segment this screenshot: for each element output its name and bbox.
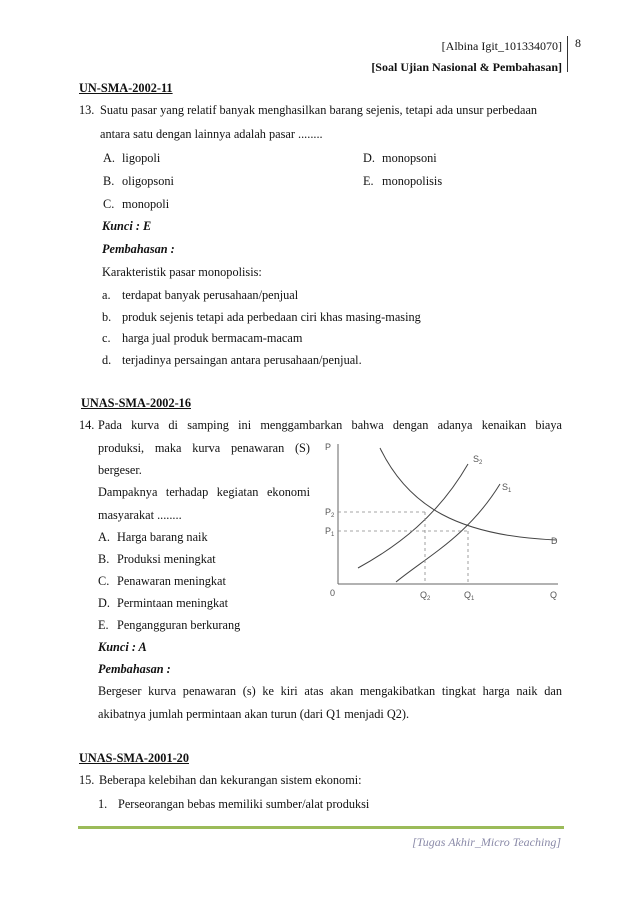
q13-option-e: monopolisis: [382, 174, 443, 188]
page-header: [371, 36, 562, 78]
q13-point-a-letter: a.: [102, 288, 111, 302]
q13-option-a: ligopoli: [122, 151, 161, 165]
q15-number: 15.: [79, 773, 95, 787]
q14-text-line2: produksi, maka kurva penawaran (S): [98, 441, 310, 455]
q14-option-a-letter: A.: [98, 530, 110, 544]
q13-point-c: harga jual produk bermacam-macam: [122, 331, 303, 345]
label-q: Q: [550, 590, 558, 600]
q14-discussion-line2: akibatnya jumlah permintaan akan turun (dari Q1 menjadi Q2).: [98, 707, 410, 721]
q14-text-line4: Dampaknya terhadap kegiatan ekonomi: [98, 485, 310, 499]
footer-divider: [78, 826, 564, 829]
header-divider: [567, 36, 568, 72]
q14-number: 14.: [79, 418, 95, 432]
q14-option-d: Permintaan meningkat: [117, 596, 228, 610]
q14-option-e-letter: E.: [98, 618, 109, 632]
q13-number: 13.: [79, 103, 95, 117]
q13-code: UN-SMA-2002-11: [79, 81, 173, 95]
q13-point-c-letter: c.: [102, 331, 111, 345]
page-number: 8: [575, 36, 581, 50]
q15-code: UNAS-SMA-2001-20: [79, 751, 189, 765]
demand-curve: [380, 448, 556, 540]
q13-option-b: oligopsoni: [122, 174, 174, 188]
supply-curve-s2: [358, 464, 468, 568]
label-s2: $S_2$: [473, 454, 483, 466]
q13-text-line2: antara satu dengan lainnya adalah pasar ........: [100, 127, 323, 141]
supply-curve-s1: [396, 484, 500, 582]
q14-text-line5: masyarakat ........: [98, 508, 182, 522]
footer-text: [Tugas Akhir_Micro Teaching]: [412, 835, 561, 849]
q13-option-c-letter: C.: [103, 197, 115, 211]
q15-item1-number: 1.: [98, 797, 108, 811]
q14-option-c: Penawaran meningkat: [117, 574, 226, 588]
q14-option-d-letter: D.: [98, 596, 110, 610]
q13-point-d-letter: d.: [102, 353, 112, 367]
q13-key: Kunci : E: [102, 219, 152, 233]
q13-option-e-letter: E.: [363, 174, 374, 188]
q14-discussion-label: Pembahasan :: [98, 662, 171, 676]
q14-text-line1: Pada kurva di samping ini menggambarkan bahwa dengan adanya kenaikan biaya: [98, 418, 562, 432]
supply-demand-graph: [318, 436, 568, 608]
q15-text: Beberapa kelebihan dan kekurangan sistem ekonomi:: [99, 773, 362, 787]
label-q2: $Q_2$: [420, 590, 431, 602]
header-title: [Soal Ujian Nasional & Pembahasan]: [371, 60, 562, 74]
q13-option-d-letter: D.: [363, 151, 375, 165]
q13-option-a-letter: A.: [103, 151, 115, 165]
q14-option-b: Produksi meningkat: [117, 552, 216, 566]
q15-item1-text: Perseorangan bebas memiliki sumber/alat produksi: [118, 797, 370, 811]
label-d: D: [551, 536, 558, 546]
label-p: P: [325, 442, 332, 452]
q13-option-c: monopoli: [122, 197, 170, 211]
q13-discussion-label: Pembahasan :: [102, 242, 175, 256]
q14-option-b-letter: B.: [98, 552, 110, 566]
q14-option-a: Harga barang naik: [117, 530, 208, 544]
q13-option-d: monopsoni: [382, 151, 437, 165]
q14-key: Kunci : A: [98, 640, 147, 654]
q14-option-c-letter: C.: [98, 574, 110, 588]
header-author: [Albina Igit_101334070]: [441, 39, 562, 53]
label-s1: $S_1$: [502, 482, 512, 494]
q13-point-d: terjadinya persaingan antara perusahaan/penjual.: [122, 353, 362, 367]
label-p2: $P_2$: [325, 507, 335, 519]
label-origin: 0: [330, 588, 336, 598]
q13-text-line1: Suatu pasar yang relatif banyak menghasilkan barang sejenis, tetapi ada unsur perbedaan: [100, 103, 538, 117]
q13-point-b: produk sejenis tetapi ada perbedaan ciri khas masing-masing: [122, 310, 421, 324]
q14-option-e: Pengangguran berkurang: [117, 618, 241, 632]
q14-text-line3: bergeser.: [98, 463, 142, 477]
q13-option-b-letter: B.: [103, 174, 115, 188]
q13-point-a: terdapat banyak perusahaan/penjual: [122, 288, 299, 302]
q14-discussion-line1: Bergeser kurva penawaran (s) ke kiri atas akan mengakibatkan tingkat harga naik dan: [98, 684, 562, 698]
label-p1: $P_1$: [325, 526, 335, 538]
q13-discussion-intro: Karakteristik pasar monopolisis:: [102, 265, 262, 279]
q13-point-b-letter: b.: [102, 310, 112, 324]
label-q1: $Q_1$: [464, 590, 475, 602]
q14-code: UNAS-SMA-2002-16: [81, 396, 191, 410]
